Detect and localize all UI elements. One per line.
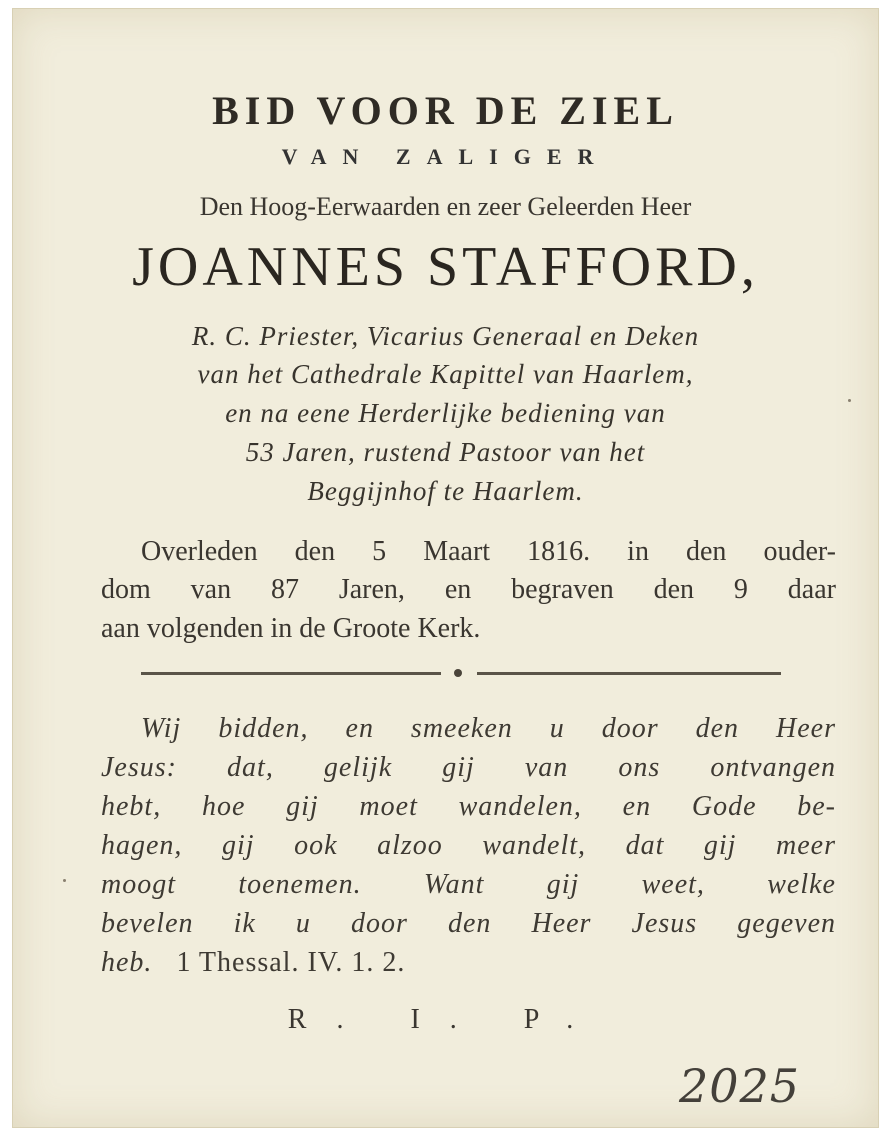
- death-line-3: aan volgenden in de Groote Kerk.: [101, 613, 481, 644]
- divider-bar-right: [477, 672, 781, 675]
- memorial-card: [12, 8, 879, 1128]
- titles-line-3: en na eene Herderlijke bediening van: [225, 398, 666, 428]
- titles-line-4: 53 Jaren, rustend Pastoor van het: [245, 437, 646, 467]
- titles-line-1: R. C. Priester, Vicarius Generaal en Deken: [191, 321, 700, 351]
- prayer-line-7: [101, 947, 551, 979]
- paper-speck: [63, 879, 66, 882]
- card-heading: BID VOOR DE ZIEL: [212, 88, 679, 133]
- divider-bar-left: [141, 672, 441, 675]
- prayer-final-word: heb.: [101, 947, 153, 978]
- death-line-1: Overleden den 5 Maart 1816. in den ouder-: [141, 536, 836, 567]
- deceased-name: JOANNES STAFFORD,: [132, 236, 759, 298]
- prayer-line-5: moogt toenemen. Want gij weet, welke: [101, 869, 836, 900]
- death-line-2: dom van 87 Jaren, en begraven den 9 daar: [101, 574, 836, 605]
- prayer-line-6: bevelen ik u door den Heer Jesus gegeven: [101, 908, 836, 939]
- titles-line-2: van het Cathedrale Kapittel van Haarlem,: [197, 359, 694, 389]
- paper-speck: [848, 399, 851, 402]
- handwritten-number: 2025: [679, 1059, 801, 1113]
- prayer-line-3: hebt, hoe gij moet wandelen, en Gode be-: [101, 791, 836, 822]
- title-line: Den Hoog-Eerwaarden en zeer Geleerden Heer: [199, 192, 692, 221]
- prayer-line-4: hagen, gij ook alzoo wandelt, dat gij meer: [101, 830, 836, 861]
- rip-text: R. I. P.: [287, 1004, 604, 1035]
- bible-citation: 1 Thessal. IV. 1. 2.: [176, 947, 406, 978]
- prayer-line-1: Wij bidden, en smeeken u door den Heer: [141, 713, 836, 744]
- titles-line-5: Beggijnhof te Haarlem.: [307, 476, 584, 506]
- prayer-line-2: Jesus: dat, gelijk gij van ons ontvangen: [101, 752, 836, 783]
- divider-dot: [454, 669, 462, 677]
- ornamental-divider: [141, 669, 781, 677]
- card-subheading: VAN ZALIGER: [281, 144, 610, 169]
